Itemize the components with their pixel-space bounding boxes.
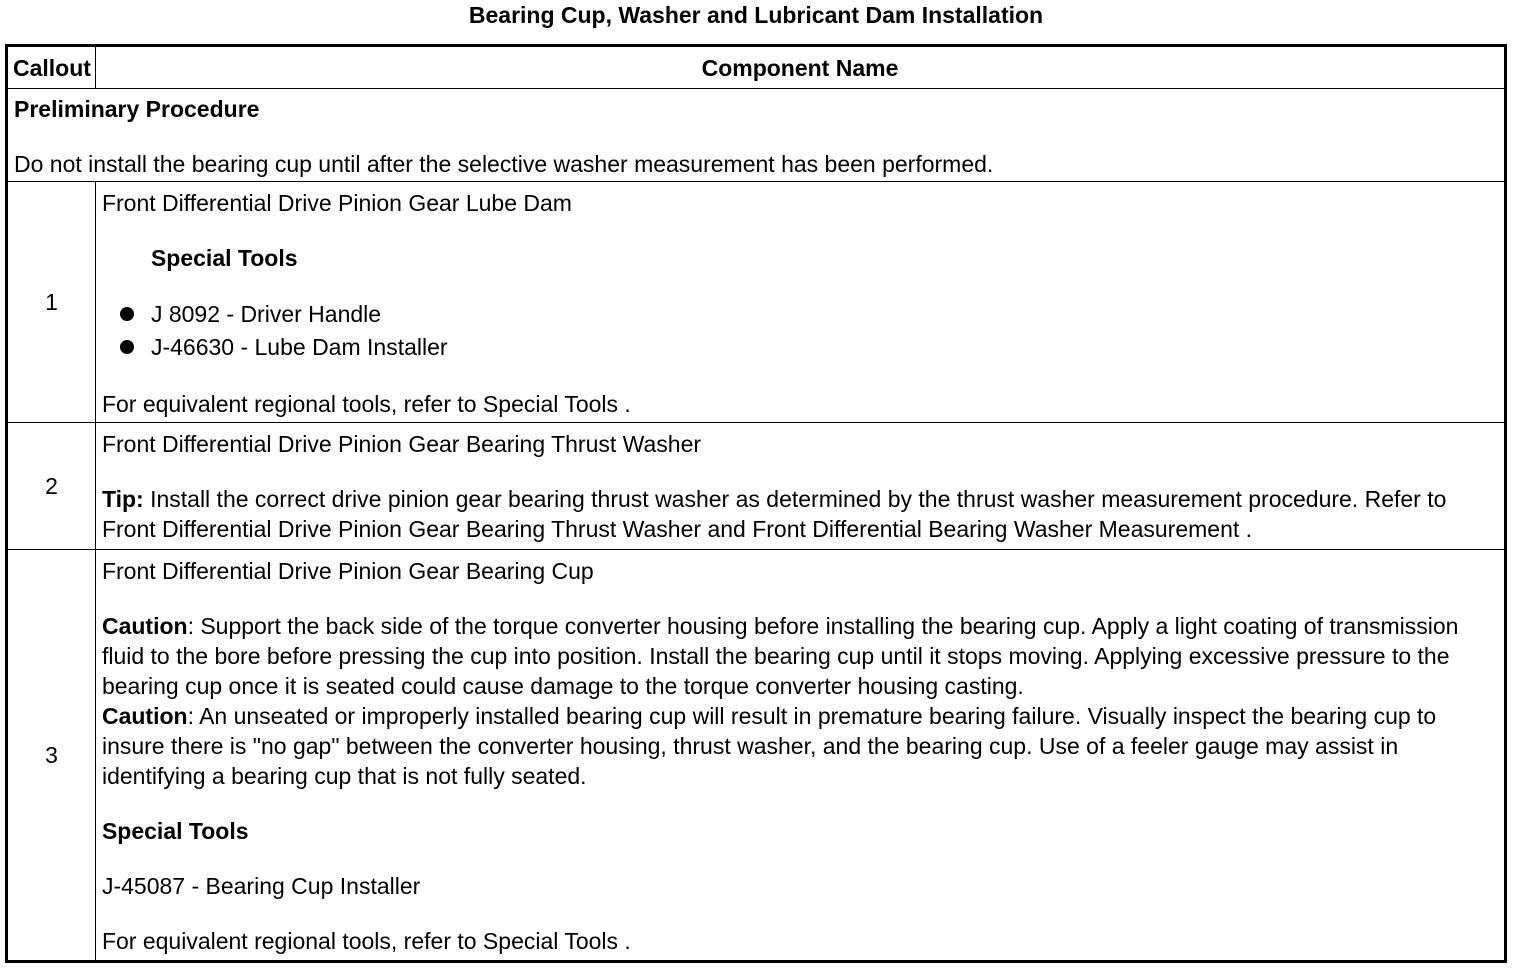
callout-header: Callout: [7, 46, 96, 89]
callout-number: 3: [7, 550, 96, 962]
page-title: Bearing Cup, Washer and Lubricant Dam Installation: [468, 2, 1044, 28]
tip-label: Tip:: [101, 486, 144, 512]
preliminary-row: [7, 89, 1506, 182]
component-name: Front Differential Drive Pinion Gear Lube Dam: [101, 190, 572, 216]
caution-label: Caution: [101, 613, 188, 639]
tip-text: Install the correct drive pinion gear bearing thrust washer as determined by the thrust washer measurement procedure. Refer to Front Differential Drive Pinion Gear Bearing Thrust Washer and Front Differential Bearing Washer Measurement .: [101, 486, 1447, 542]
component-name: Front Differential Drive Pinion Gear Bearing Thrust Washer: [101, 431, 702, 457]
caution-note: [102, 611, 1498, 701]
components-table: [5, 44, 1507, 963]
special-tools-heading: Special Tools: [150, 245, 298, 271]
caution-note: [102, 701, 1498, 791]
special-tools-list: [102, 298, 1498, 364]
bullet-icon: [120, 307, 134, 321]
table-row: [7, 550, 1506, 962]
caution-text: : Support the back side of the torque converter housing before installing the bearing cup. Apply a light coating of transmission fluid to the bore before pressing the cup into position. Install the bearing cup until it stops moving. Applying excessive pressure to the bearing cup once it is seated could cause damage to the torque converter housing casting.: [101, 613, 1459, 699]
callout-number: 2: [7, 423, 96, 550]
preliminary-heading: Preliminary Procedure: [14, 96, 260, 122]
caution-text: : An unseated or improperly installed bearing cup will result in premature bearing failure. Visually inspect the bearing cup to insure there is "no gap" between the converter housing, thrust washer, and the bearing cup. Use of a feeler gauge may assist in identifying a bearing cup that is not fully seated.: [101, 703, 1437, 789]
list-item: J 8092 - Driver Handle: [120, 298, 1498, 331]
special-tools-heading: Special Tools: [101, 818, 249, 844]
equivalent-tools-note: For equivalent regional tools, refer to Special Tools .: [101, 928, 631, 954]
table-row: [7, 423, 1506, 550]
caution-label: Caution: [101, 703, 188, 729]
equivalent-tools-note: For equivalent regional tools, refer to Special Tools .: [101, 391, 631, 417]
component-name: Front Differential Drive Pinion Gear Bearing Cup: [101, 558, 594, 584]
callout-number: 1: [7, 182, 96, 423]
bullet-icon: [120, 340, 134, 354]
list-item: J-46630 - Lube Dam Installer: [120, 331, 1498, 364]
table-row: [7, 182, 1506, 423]
tip-note: [102, 484, 1498, 544]
preliminary-text: Do not install the bearing cup until after the selective washer measurement has been performed.: [14, 151, 994, 177]
special-tool-item: J-45087 - Bearing Cup Installer: [101, 873, 421, 899]
component-name-header: Component Name: [95, 46, 1505, 89]
header-row: [7, 46, 1506, 89]
